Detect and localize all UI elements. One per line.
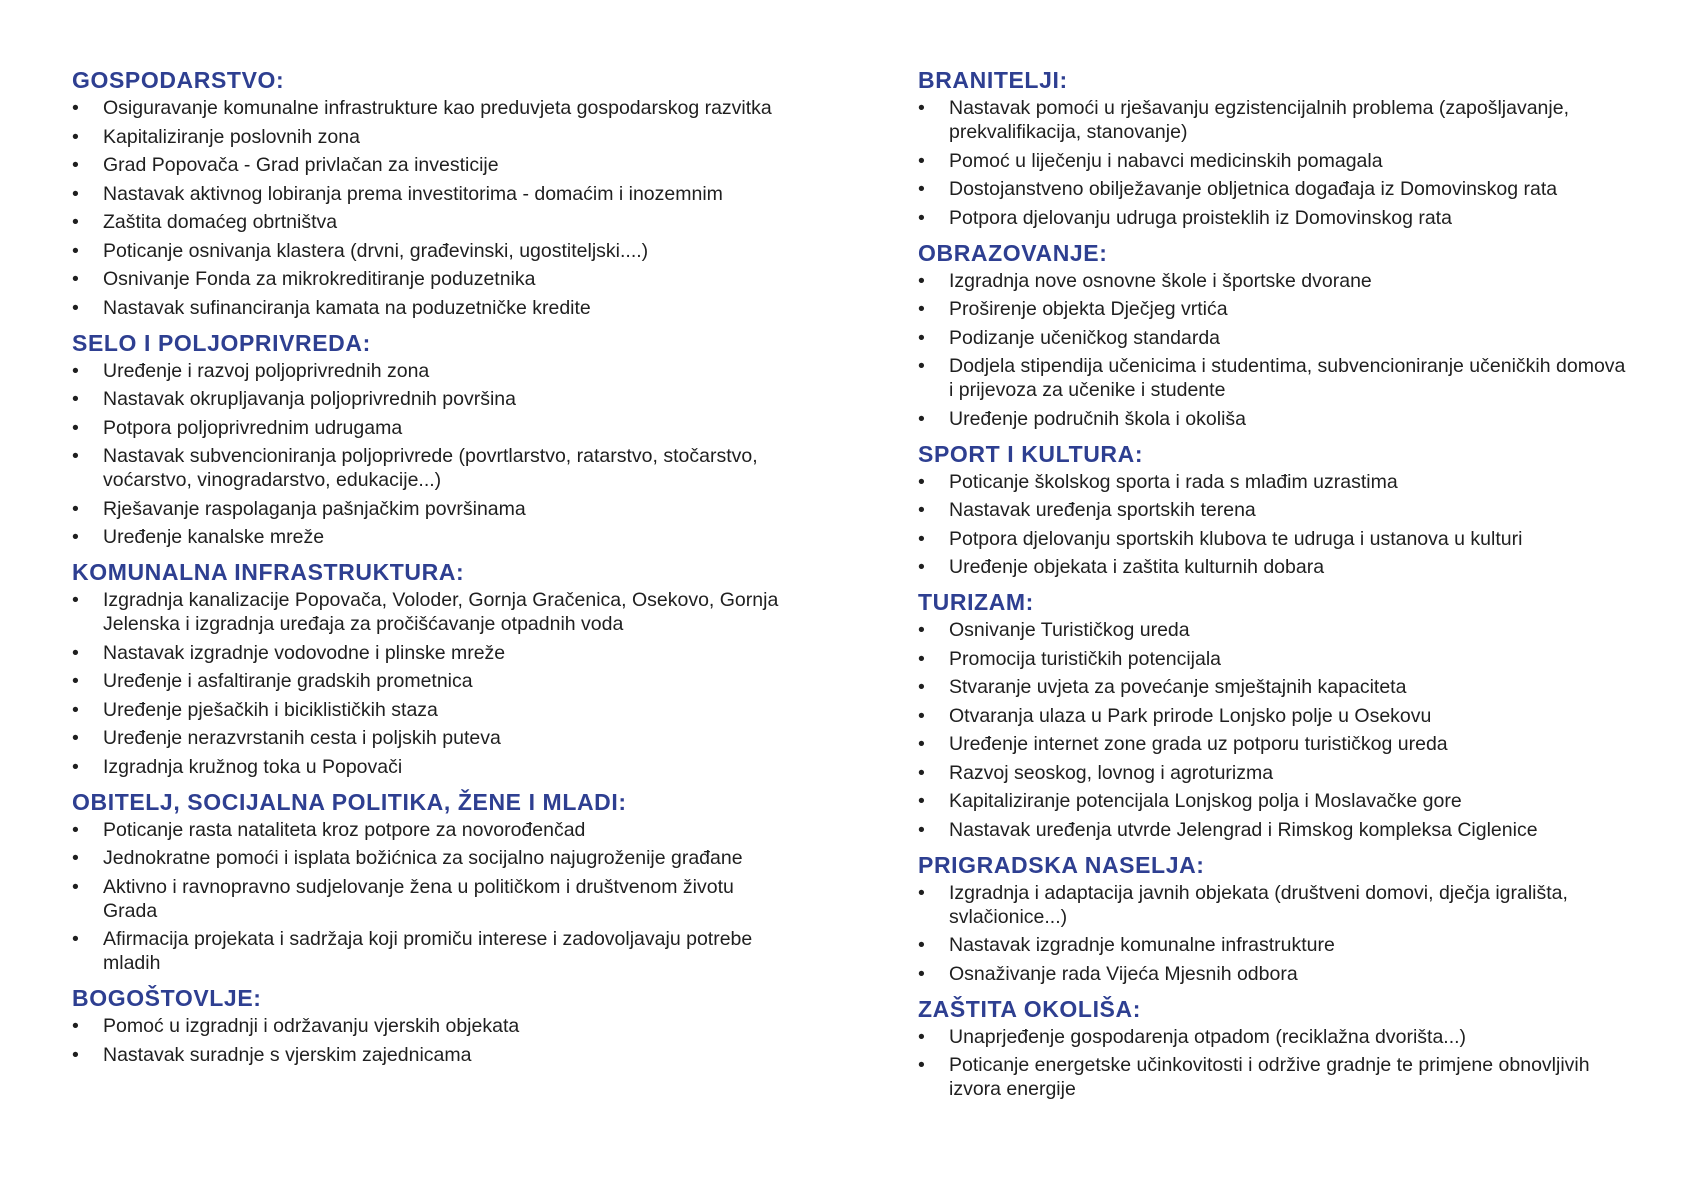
list-item bbox=[72, 125, 792, 149]
list-item-text: Rješavanje raspolaganja pašnjačkim površinama bbox=[103, 497, 526, 520]
list-item bbox=[918, 555, 1630, 579]
bullet-icon: • bbox=[918, 881, 925, 904]
bullet-icon: • bbox=[918, 790, 925, 812]
list-item-text: Nastavak uređenja sportskih terena bbox=[949, 499, 1256, 521]
list-item bbox=[918, 206, 1630, 230]
section bbox=[918, 588, 1630, 842]
bullet-icon: • bbox=[72, 416, 79, 439]
bullet-icon: • bbox=[72, 211, 79, 233]
right-column bbox=[918, 66, 1630, 1110]
section-heading: BOGOŠTOVLJE: bbox=[72, 985, 262, 1011]
bullet-icon: • bbox=[72, 698, 79, 721]
list-item bbox=[918, 407, 1630, 431]
list-item bbox=[918, 1025, 1630, 1049]
list-item-text: Nastavak aktivnog lobiranja prema investitorima - domaćim i inozemnim bbox=[103, 182, 723, 205]
list-item-text: Otvaranja ulaza u Park prirode Lonjsko polje u Osekovu bbox=[949, 704, 1432, 727]
bullet-icon: • bbox=[918, 298, 925, 320]
bullet-icon: • bbox=[72, 727, 79, 749]
list-item bbox=[72, 267, 792, 291]
list-item bbox=[918, 354, 1630, 402]
bullet-icon: • bbox=[918, 470, 925, 493]
bullet-icon: • bbox=[72, 589, 79, 611]
section bbox=[72, 558, 792, 779]
list-item bbox=[918, 704, 1630, 728]
list-item bbox=[918, 498, 1630, 522]
list-item-text: Potpora djelovanju sportskih klubova te udruga i ustanova u kulturi bbox=[949, 527, 1523, 550]
list-item-text: Osnivanje Turističkog ureda bbox=[949, 619, 1190, 641]
list-item-text: Nastavak uređenja utvrde Jelengrad i Rimskog kompleksa Ciglenice bbox=[949, 818, 1538, 841]
list-item bbox=[72, 96, 792, 120]
list-item-text: Promocija turističkih potencijala bbox=[949, 647, 1222, 670]
bullet-icon: • bbox=[918, 1025, 925, 1048]
list-item bbox=[72, 182, 792, 206]
list-item-text: Dodjela stipendija učenicima i studentima, subvencioniranje učeničkih domova i prijevoza za učenike i studente bbox=[949, 355, 1626, 401]
list-item-text: Osnivanje Fonda za mikrokreditiranje poduzetnika bbox=[103, 268, 536, 290]
list-item bbox=[918, 149, 1630, 173]
bullet-icon: • bbox=[918, 269, 925, 292]
list-item bbox=[918, 527, 1630, 551]
section-heading: SELO I POLJOPRIVREDA: bbox=[72, 329, 371, 356]
bullet-icon: • bbox=[72, 818, 79, 841]
list-item-text: Nastavak izgradnje komunalne infrastrukture bbox=[949, 934, 1335, 956]
bullet-icon: • bbox=[72, 875, 79, 898]
list-item-text: Nastavak pomoći u rješavanju egzistencijalnih problema (zapošljavanje, prekvalifikacija, stanovanje) bbox=[949, 97, 1569, 143]
bullet-list bbox=[72, 1014, 792, 1067]
bullet-icon: • bbox=[72, 641, 79, 664]
bullet-icon: • bbox=[72, 1015, 79, 1037]
list-item bbox=[72, 359, 792, 383]
list-item bbox=[918, 470, 1630, 494]
list-item bbox=[72, 210, 792, 234]
list-item bbox=[918, 933, 1630, 957]
list-item-text: Jednokratne pomoći i isplata božićnica za socijalno najugroženije građane bbox=[103, 847, 743, 869]
bullet-icon: • bbox=[72, 847, 79, 869]
list-item-text: Podizanje učeničkog standarda bbox=[949, 326, 1221, 349]
bullet-icon: • bbox=[72, 359, 79, 382]
bullet-icon: • bbox=[918, 619, 925, 641]
section bbox=[918, 851, 1630, 986]
bullet-list bbox=[918, 1025, 1630, 1102]
list-item-text: Nastavak subvencioniranja poljoprivrede (povrtlarstvo, ratarstvo, stočarstvo, voćarstvo, vinogradarstvo, edukacije...) bbox=[103, 445, 758, 491]
list-item bbox=[918, 881, 1630, 929]
list-item-text: Uređenje objekata i zaštita kulturnih dobara bbox=[949, 556, 1325, 578]
list-item bbox=[72, 698, 792, 722]
list-item bbox=[72, 755, 792, 779]
list-item-text: Afirmacija projekata i sadržaja koji promiču interese i zadovoljavaju potrebe mladih bbox=[103, 928, 753, 974]
bullet-icon: • bbox=[918, 733, 925, 755]
list-item-text: Unaprjeđenje gospodarenja otpadom (reciklažna dvorišta...) bbox=[949, 1025, 1467, 1048]
section bbox=[918, 239, 1630, 431]
list-item-text: Uređenje i razvoj poljoprivrednih zona bbox=[103, 359, 430, 382]
list-item bbox=[72, 296, 792, 320]
list-item-text: Izgradnja nove osnovne škole i športske dvorane bbox=[949, 269, 1372, 292]
list-item bbox=[918, 732, 1630, 756]
list-item-text: Nastavak okrupljavanja poljoprivrednih površina bbox=[103, 388, 516, 410]
section-heading: OBRAZOVANJE: bbox=[918, 239, 1108, 266]
list-item-text: Izgradnja kanalizacije Popovača, Voloder, Gornja Gračenica, Osekovo, Gornja Jelenska i izgradnja uređaja za pročišćavanje otpadnih voda bbox=[103, 589, 779, 635]
list-item bbox=[918, 269, 1630, 293]
bullet-icon: • bbox=[918, 1054, 925, 1076]
bullet-icon: • bbox=[72, 388, 79, 410]
bullet-icon: • bbox=[918, 527, 925, 550]
list-item bbox=[72, 387, 792, 411]
list-item bbox=[72, 1043, 792, 1067]
bullet-list bbox=[918, 269, 1630, 431]
list-item-text: Stvaranje uvjeta za povećanje smještajnih kapaciteta bbox=[949, 676, 1407, 698]
section-heading: OBITELJ, SOCIJALNA POLITIKA, ŽENE I MLADI: bbox=[72, 788, 627, 815]
bullet-list bbox=[918, 470, 1630, 580]
bullet-list bbox=[72, 359, 792, 550]
bullet-icon: • bbox=[918, 556, 925, 578]
bullet-icon: • bbox=[72, 1043, 79, 1066]
list-item-text: Poticanje energetske učinkovitosti i održive gradnje te primjene obnovljivih izvora energije bbox=[949, 1054, 1590, 1100]
list-item bbox=[918, 1053, 1630, 1101]
bullet-icon: • bbox=[72, 97, 79, 119]
bullet-icon: • bbox=[72, 125, 79, 148]
bullet-icon: • bbox=[72, 445, 79, 467]
list-item-text: Aktivno i ravnopravno sudjelovanje žena u političkom i društvenom životu Grada bbox=[103, 875, 734, 922]
list-item bbox=[72, 525, 792, 549]
bullet-icon: • bbox=[918, 962, 925, 985]
list-item bbox=[72, 641, 792, 665]
section bbox=[72, 984, 792, 1067]
list-item-text: Potpora poljoprivrednim udrugama bbox=[103, 416, 403, 439]
list-item-text: Uređenje i asfaltiranje gradskih prometnica bbox=[103, 670, 473, 692]
list-item bbox=[72, 846, 792, 870]
list-item-text: Zaštita domaćeg obrtništva bbox=[103, 211, 338, 233]
bullet-icon: • bbox=[72, 296, 79, 319]
section-heading: TURIZAM: bbox=[918, 589, 1034, 615]
section-heading: SPORT I KULTURA: bbox=[918, 440, 1144, 467]
list-item-text: Poticanje školskog sporta i rada s mlađim uzrastima bbox=[949, 470, 1398, 493]
list-item-text: Uređenje kanalske mreže bbox=[103, 526, 325, 548]
list-item-text: Nastavak izgradnje vodovodne i plinske mreže bbox=[103, 641, 506, 664]
list-item-text: Uređenje područnih škola i okoliša bbox=[949, 407, 1247, 430]
list-item-text: Pomoć u izgradnji i održavanju vjerskih objekata bbox=[103, 1015, 520, 1037]
bullet-icon: • bbox=[918, 761, 925, 784]
section-heading: KOMUNALNA INFRASTRUKTURA: bbox=[72, 559, 465, 585]
list-item bbox=[72, 726, 792, 750]
list-item-text: Kapitaliziranje poslovnih zona bbox=[103, 125, 360, 148]
bullet-icon: • bbox=[72, 497, 79, 520]
bullet-list bbox=[72, 96, 792, 320]
list-item-text: Dostojanstveno obilježavanje obljetnica događaja iz Domovinskog rata bbox=[949, 178, 1558, 200]
bullet-icon: • bbox=[72, 182, 79, 205]
bullet-icon: • bbox=[918, 178, 925, 200]
bullet-list bbox=[72, 588, 792, 779]
list-item bbox=[72, 497, 792, 521]
list-item bbox=[72, 153, 792, 177]
list-item bbox=[918, 177, 1630, 201]
list-item bbox=[918, 789, 1630, 813]
bullet-icon: • bbox=[72, 670, 79, 692]
bullet-icon: • bbox=[918, 149, 925, 172]
list-item bbox=[72, 416, 792, 440]
list-item-text: Pomoć u liječenju i nabavci medicinskih pomagala bbox=[949, 149, 1383, 172]
list-item-text: Potpora djelovanju udruga proisteklih iz Domovinskog rata bbox=[949, 206, 1452, 229]
list-item-text: Uređenje nerazvrstanih cesta i poljskih puteva bbox=[103, 727, 501, 749]
section bbox=[72, 329, 792, 550]
bullet-icon: • bbox=[918, 676, 925, 698]
list-item bbox=[72, 818, 792, 842]
section-heading: PRIGRADSKA NASELJA: bbox=[918, 851, 1205, 878]
list-item bbox=[72, 1014, 792, 1038]
bullet-icon: • bbox=[72, 928, 79, 950]
list-item-text: Osnaživanje rada Vijeća Mjesnih odbora bbox=[949, 962, 1298, 985]
list-item-text: Poticanje rasta nataliteta kroz potpore za novorođenčad bbox=[103, 818, 586, 841]
section bbox=[72, 66, 792, 320]
list-item-text: Izgradnja i adaptacija javnih objekata (društveni domovi, dječja igrališta, svlačionice...) bbox=[949, 881, 1568, 928]
list-item-text: Proširenje objekta Dječjeg vrtića bbox=[949, 298, 1228, 320]
list-item-text: Poticanje osnivanja klastera (drvni, građevinski, ugostiteljski....) bbox=[103, 239, 649, 262]
bullet-icon: • bbox=[918, 355, 925, 377]
bullet-list bbox=[918, 618, 1630, 842]
bullet-icon: • bbox=[72, 268, 79, 290]
bullet-icon: • bbox=[72, 154, 79, 176]
list-item bbox=[72, 927, 792, 975]
section-heading: BRANITELJI: bbox=[918, 67, 1068, 93]
bullet-icon: • bbox=[918, 818, 925, 841]
bullet-icon: • bbox=[918, 407, 925, 430]
bullet-icon: • bbox=[918, 704, 925, 727]
bullet-list bbox=[918, 881, 1630, 986]
list-item bbox=[918, 96, 1630, 144]
list-item bbox=[72, 875, 792, 923]
list-item bbox=[918, 962, 1630, 986]
list-item-text: Grad Popovača - Grad privlačan za investicije bbox=[103, 154, 499, 176]
bullet-icon: • bbox=[918, 326, 925, 349]
section bbox=[918, 66, 1630, 230]
list-item-text: Osiguravanje komunalne infrastrukture kao preduvjeta gospodarskog razvitka bbox=[103, 97, 772, 119]
section-heading: ZAŠTITA OKOLIŠA: bbox=[918, 995, 1141, 1022]
bullet-icon: • bbox=[72, 755, 79, 778]
bullet-list bbox=[72, 818, 792, 976]
section-heading: GOSPODARSTVO: bbox=[72, 67, 285, 93]
list-item bbox=[918, 647, 1630, 671]
bullet-icon: • bbox=[918, 647, 925, 670]
list-item-text: Uređenje internet zone grada uz potporu turističkog ureda bbox=[949, 733, 1448, 755]
section bbox=[72, 788, 792, 976]
list-item bbox=[918, 818, 1630, 842]
bullet-icon: • bbox=[918, 97, 925, 119]
list-item bbox=[72, 588, 792, 636]
list-item-text: Kapitaliziranje potencijala Lonjskog polja i Moslavačke gore bbox=[949, 790, 1462, 812]
list-item bbox=[72, 444, 792, 492]
section bbox=[918, 995, 1630, 1102]
bullet-icon: • bbox=[72, 239, 79, 262]
list-item bbox=[918, 618, 1630, 642]
list-item bbox=[72, 669, 792, 693]
list-item-text: Nastavak sufinanciranja kamata na poduzetničke kredite bbox=[103, 296, 591, 319]
list-item bbox=[918, 675, 1630, 699]
list-item-text: Nastavak suradnje s vjerskim zajednicama bbox=[103, 1043, 472, 1066]
bullet-icon: • bbox=[918, 206, 925, 229]
left-column bbox=[72, 66, 792, 1076]
list-item-text: Izgradnja kružnog toka u Popovači bbox=[103, 755, 403, 778]
list-item bbox=[918, 297, 1630, 321]
bullet-list bbox=[918, 96, 1630, 230]
list-item-text: Razvoj seoskog, lovnog i agroturizma bbox=[949, 761, 1274, 784]
list-item-text: Uređenje pješačkih i biciklističkih staza bbox=[103, 698, 438, 721]
list-item bbox=[918, 761, 1630, 785]
bullet-icon: • bbox=[72, 526, 79, 548]
bullet-icon: • bbox=[918, 499, 925, 521]
bullet-icon: • bbox=[918, 934, 925, 956]
list-item bbox=[918, 326, 1630, 350]
list-item bbox=[72, 239, 792, 263]
section bbox=[918, 440, 1630, 580]
